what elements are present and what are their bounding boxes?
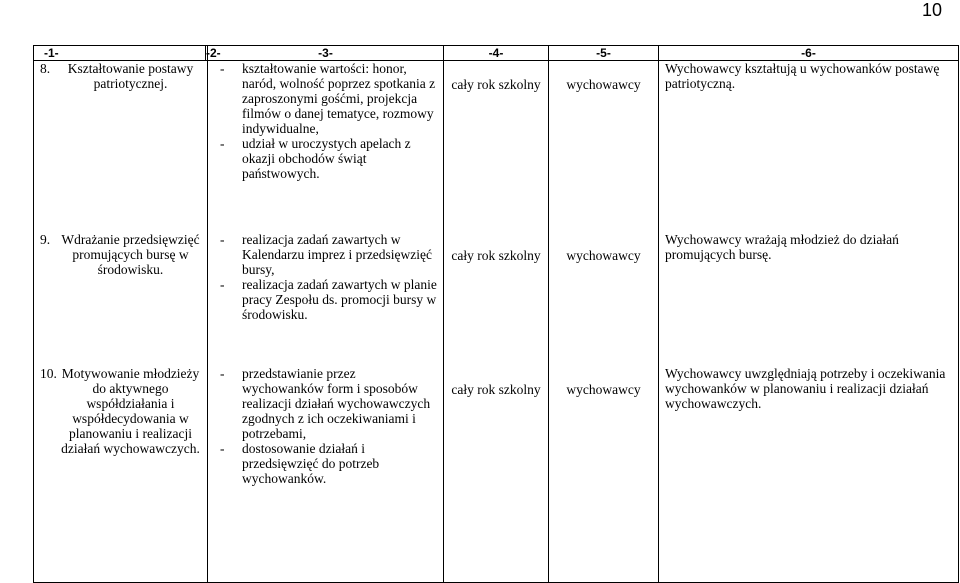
row-number: 10. [40, 366, 57, 381]
who-cell: wychowawcy [549, 232, 659, 366]
row-number: 9. [40, 232, 51, 247]
who-cell: wychowawcy [549, 61, 659, 233]
area-label: Wdrażanie przedsięwzięć promujących bursę w środowisku. [61, 232, 200, 277]
plan-table [33, 45, 959, 583]
table-row [34, 232, 959, 366]
who-cell: wychowawcy [549, 366, 659, 583]
row-number: 8. [40, 61, 51, 76]
task-item: - dostosowanie działań i przedsięwzięć do potrzeb wychowanków. [214, 441, 437, 486]
column-header-2: -2- [206, 46, 221, 60]
result-cell: Wychowawcy uwzględniają potrzeby i oczekiwania wychowanków w planowaniu i realizacji działań wychowawczych. [659, 366, 959, 583]
tasks-cell [208, 61, 444, 233]
table-row [34, 61, 959, 233]
tasks-cell [208, 366, 444, 583]
column-header-6: -6- [659, 46, 959, 61]
column-header-3: -3- [208, 46, 444, 61]
result-cell: Wychowawcy wrażają młodzież do działań promujących bursę. [659, 232, 959, 366]
column-header-1: -1- [34, 46, 206, 61]
area-cell [34, 366, 208, 583]
tasks-cell [208, 232, 444, 366]
task-item: - udział w uroczystych apelach z okazji obchodów świąt państwowych. [214, 136, 437, 181]
header-row [34, 46, 959, 61]
column-header-5: -5- [549, 46, 659, 61]
area-cell [34, 232, 208, 366]
area-label: Motywowanie młodzieży do aktywnego współdziałania i współdecydowania w planowaniu i realizacji działań wychowawczych. [61, 366, 200, 456]
page-number: 10 [921, 0, 942, 20]
task-item: - kształtowanie wartości: honor, naród, wolność poprzez spotkania z zaproszonymi gośćmi, projekcja filmów o danej tematyce, rozmowy indywidualne, [214, 61, 437, 136]
task-item: - realizacja zadań zawartych w planie pracy Zespołu ds. promocji bursy w środowisku. [214, 277, 437, 322]
when-cell: cały rok szkolny [444, 366, 549, 583]
result-cell: Wychowawcy kształtują u wychowanków postawę patriotyczną. [659, 61, 959, 233]
when-cell: cały rok szkolny [444, 232, 549, 366]
area-label: Kształtowanie postawy patriotycznej. [67, 61, 194, 91]
column-header-4: -4- [444, 46, 549, 61]
area-cell [34, 61, 208, 233]
when-cell: cały rok szkolny [444, 61, 549, 233]
table-row [34, 366, 959, 583]
task-item: - przedstawianie przez wychowanków form i sposobów realizacji działań wychowawczych zgodnych z ich oczekiwaniami i potrzebami, [214, 366, 437, 441]
task-item: - realizacja zadań zawartych w Kalendarzu imprez i przedsięwzięć bursy, [214, 232, 437, 277]
